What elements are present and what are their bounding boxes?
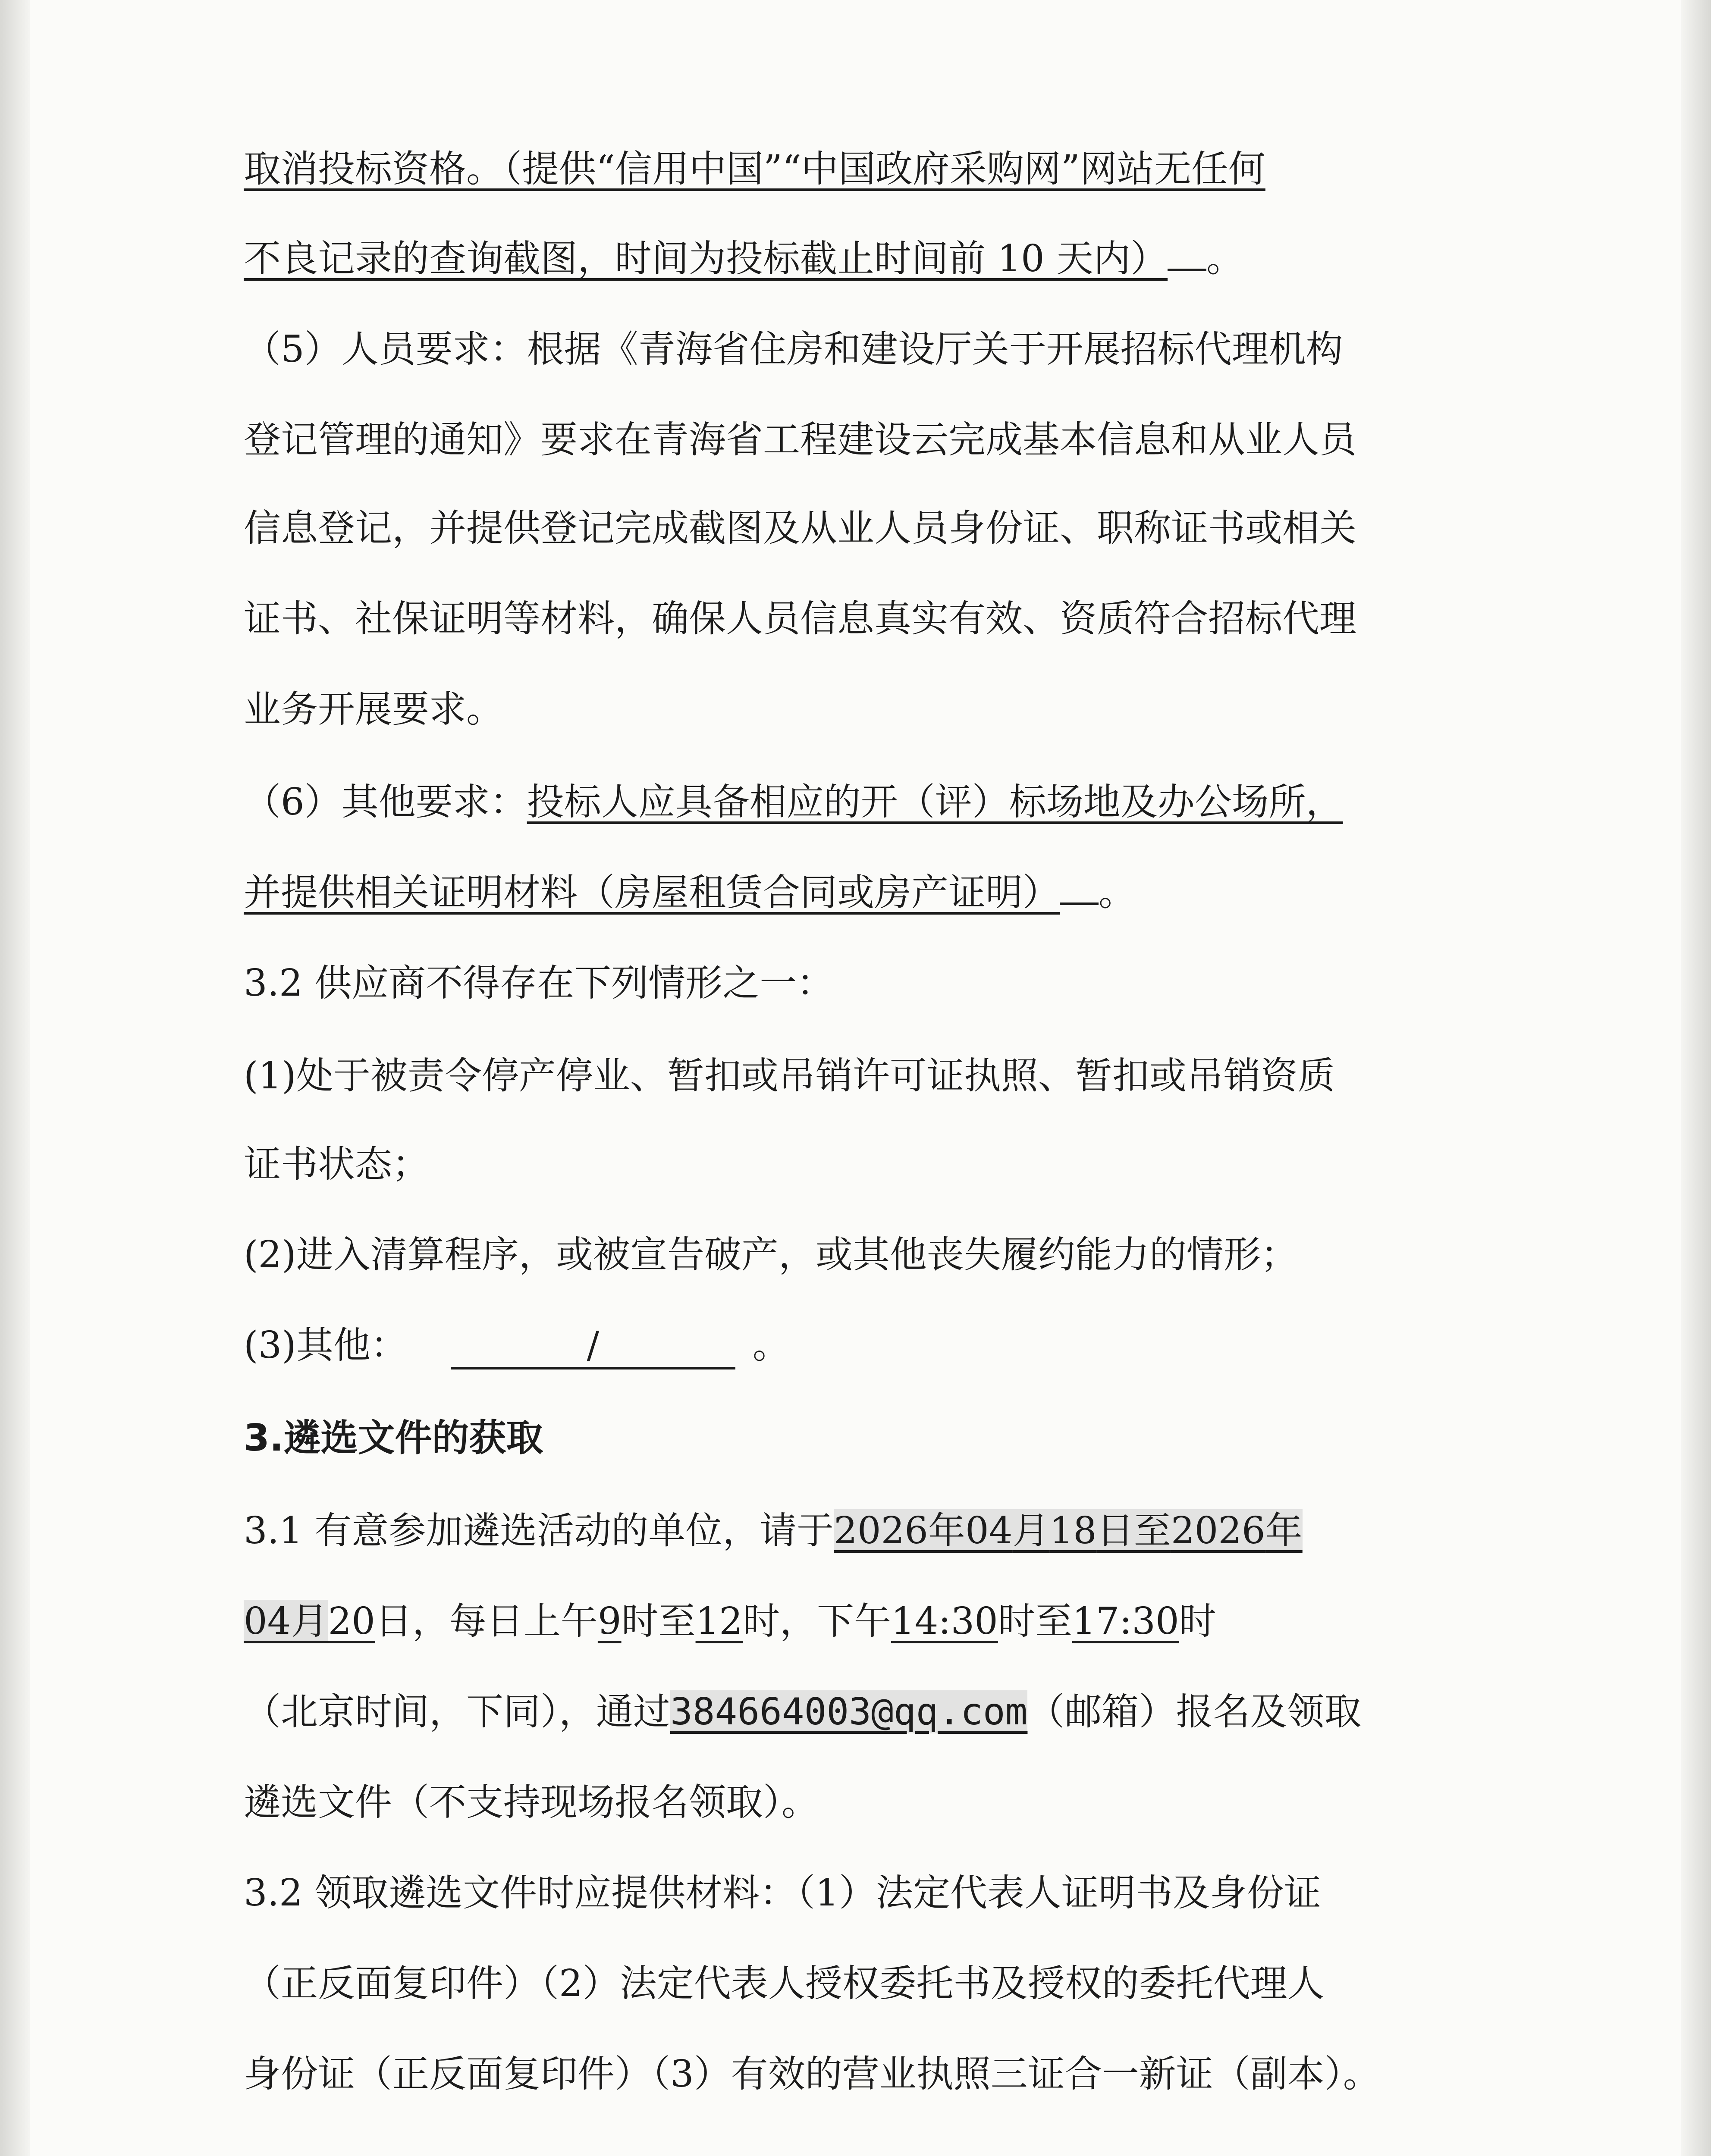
email-address: 384664003@qq.com — [670, 1690, 1028, 1733]
text-line: 取消投标资格。（提供“信用中国”“中国政府采购网”网站无任何 — [244, 147, 1265, 191]
text-line: (1)处于被责令停产停业、暂扣或吊销许可证执照、暂扣或吊销资质 — [244, 1054, 1335, 1097]
text-line: 证书状态； — [244, 1143, 429, 1186]
text-line: (3)其他： / 。 — [244, 1319, 1469, 1371]
text-line: 登记管理的通知》要求在青海省工程建设云完成基本信息和从业人员 — [244, 418, 1356, 461]
blank-field: / — [451, 1324, 735, 1369]
text-line: 身份证（正反面复印件）（3）有效的营业执照三证合一新证（副本）。 — [244, 2053, 1380, 2096]
text-line: 3.2 供应商不得存在下列情形之一： — [244, 962, 834, 1005]
text-line: (2)进入清算程序，或被宣告破产，或其他丧失履约能力的情形； — [244, 1233, 1298, 1276]
text-line: （6）其他要求：投标人应具备相应的开（评）标场地及办公场所， — [244, 780, 1343, 824]
text-line: （5）人员要求：根据《青海省住房和建设厅关于开展招标代理机构 — [244, 328, 1343, 371]
section-heading: 3.遴选文件的获取 — [244, 1416, 543, 1460]
text-line: 3.1 有意参加遴选活动的单位，请于2026年04月18日至2026年 — [244, 1509, 1303, 1552]
text-line: 信息登记，并提供登记完成截图及从业人员身份证、职称证书或相关 — [244, 507, 1356, 550]
text-line: 04月20日，每日上午9时至12时，下午14:30时至17:30时 — [244, 1600, 1216, 1643]
text-line: （北京时间，下同），通过384664003@qq.com（邮箱）报名及领取 — [244, 1690, 1362, 1733]
text-line: 遴选文件（不支持现场报名领取）。 — [244, 1781, 819, 1824]
text-line: 证书、社保证明等材料，确保人员信息真实有效、资质符合招标代理 — [244, 597, 1356, 640]
scan-shadow-left — [0, 0, 30, 2156]
text-line: 并提供相关证明材料（房屋租赁合同或房产证明） 。 — [244, 871, 1136, 914]
scan-shadow-right — [1681, 0, 1711, 2156]
text-line: 不良记录的查询截图，时间为投标截止时间前 10 天内） 。 — [244, 237, 1244, 280]
text-line: 业务开展要求。 — [244, 688, 503, 731]
text-line: 3.2 领取遴选文件时应提供材料：（1）法定代表人证明书及身份证 — [244, 1871, 1321, 1915]
underlined-value: 投标人应具备相应的开（评）标场地及办公场所， — [527, 780, 1343, 824]
text-line: （正反面复印件）（2）法定代表人授权委托书及授权的委托代理人 — [244, 1962, 1325, 2005]
